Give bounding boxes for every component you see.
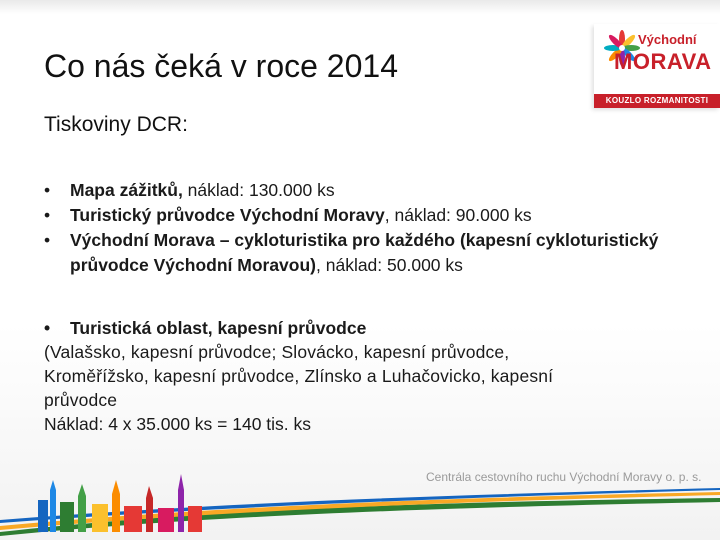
- logo-line-2: MORAVA: [614, 49, 712, 74]
- guides-line-2: Kroměřížsko, kapesní průvodce, Zlínsko a Luhačovicko, kapesní: [44, 366, 554, 386]
- top-band: [0, 0, 720, 14]
- list-item: [44, 203, 684, 228]
- guides-cost: Náklad: 4 x 35.000 ks = 140 tis. ks: [44, 414, 312, 434]
- bullet-text: , náklad: 50.000 ks: [316, 255, 463, 275]
- castle-icon: [38, 474, 202, 532]
- logo-line-1: Východní: [638, 32, 697, 47]
- regional-guides-block: [44, 316, 684, 436]
- vychodni-morava-logo: [594, 24, 720, 108]
- footer-skyline-graphic: [0, 440, 720, 540]
- list-item: [44, 178, 684, 203]
- bullet-bold-text: Východní Morava – cykloturistika pro každého (kapesní cykloturistický průvodce Východní Moravou): [70, 230, 659, 275]
- section-subtitle: Tiskoviny DCR:: [44, 113, 188, 136]
- page-title: Co nás čeká v roce 2014: [44, 48, 398, 84]
- list-item: • Turistická oblast, kapesní průvodce: [44, 316, 684, 340]
- footer-organization: Centrála cestovního ruchu Východní Moravy o. p. s.: [426, 470, 702, 484]
- bullet-bold-text: Mapa zážitků,: [70, 180, 183, 200]
- bullet-bold-text: Turistický průvodce Východní Moravy: [70, 205, 385, 225]
- list-item: [44, 228, 684, 278]
- logo-tagline: KOUZLO ROZMANITOSTI: [594, 94, 720, 108]
- guides-line-3: průvodce: [44, 390, 118, 410]
- guides-line-1: (Valašsko, kapesní průvodce; Slovácko, kapesní průvodce,: [44, 342, 510, 362]
- bullet-list: [44, 178, 684, 278]
- bullet-text: , náklad: 90.000 ks: [384, 205, 532, 225]
- bullet-text: náklad: 130.000 ks: [182, 180, 335, 200]
